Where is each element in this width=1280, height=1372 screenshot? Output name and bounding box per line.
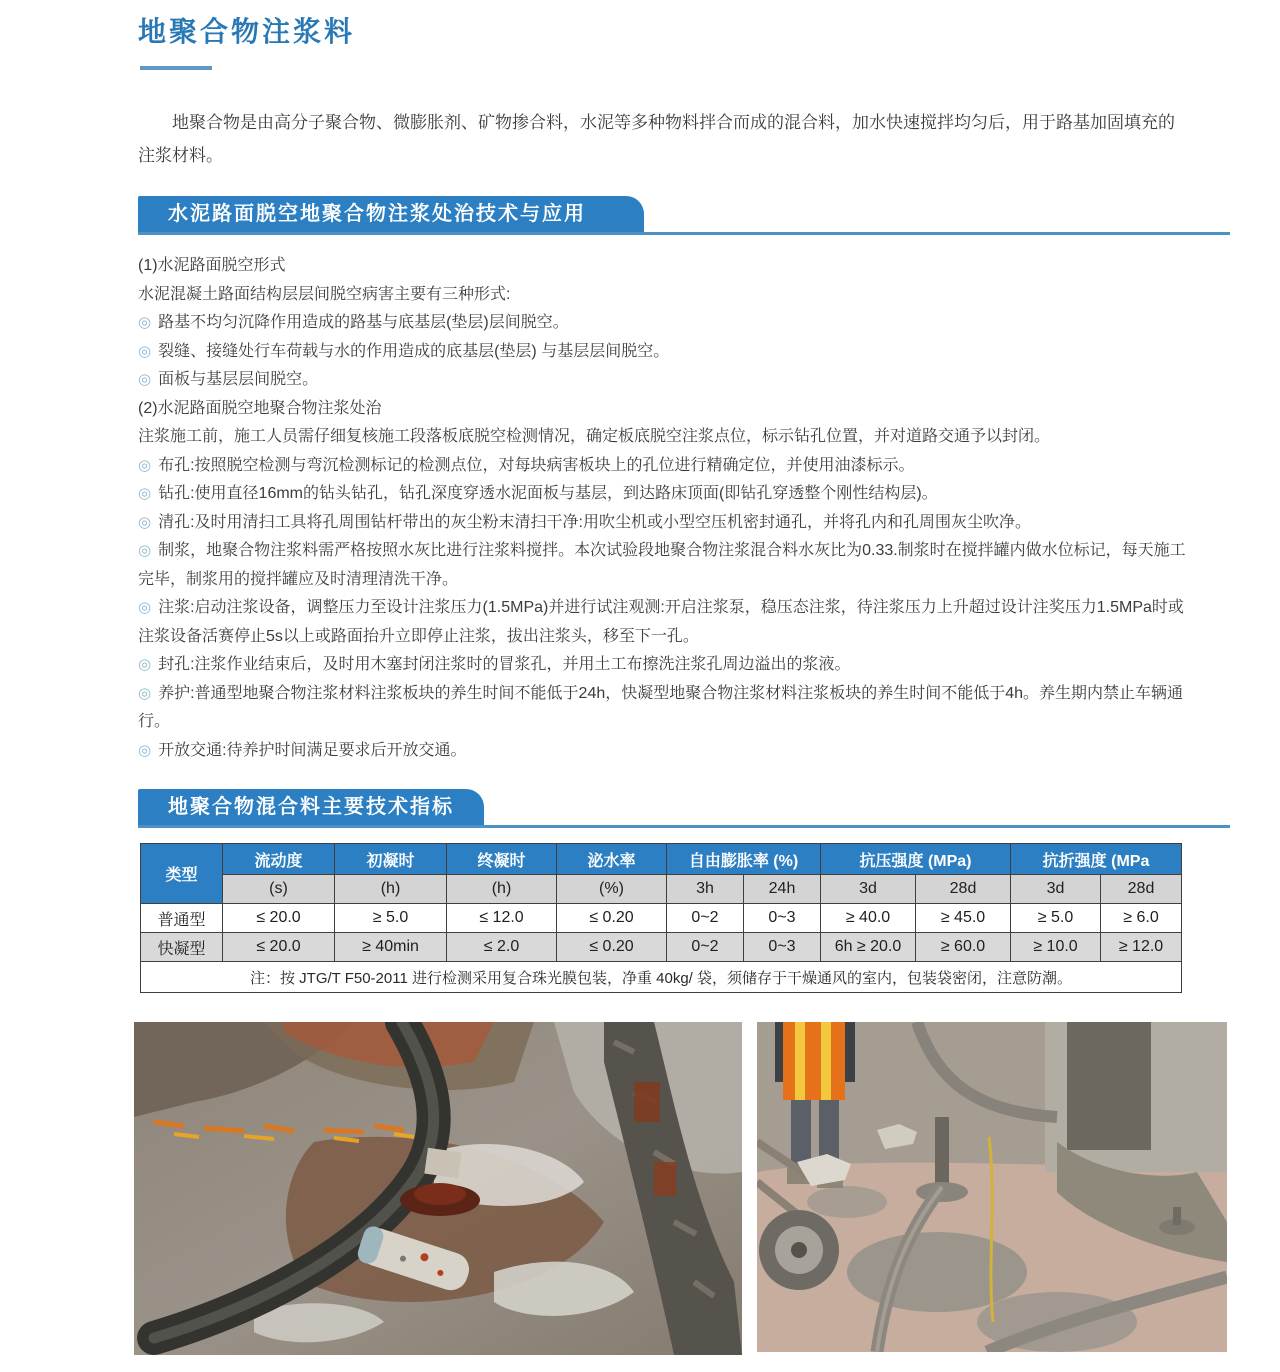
list-item-text: 注浆:启动注浆设备，调整压力至设计注浆压力(1.5MPa)并进行试注观测:开启注浆泵，稳压态注浆，待注浆压力上升超过设计注奖压力1.5MPa时或注浆设备活赛停止5s以上或路面抬升立即停止注浆，拔出注浆头，移至下一孔。: [138, 599, 1184, 645]
standing-injection-pipe: [935, 1117, 949, 1187]
col-subheader: (s): [223, 875, 335, 904]
worksite-photo-illustration: [757, 1022, 1227, 1352]
col-header-type: 类型: [141, 844, 223, 904]
cell: ≤ 0.20: [557, 904, 667, 933]
list-item-text: 封孔:注浆作业结束后，及时用木塞封闭注浆时的冒浆孔，并用土工布擦洗注浆孔周边溢出的浆液。: [158, 656, 851, 673]
cell: ≥ 12.0: [1101, 933, 1182, 962]
list-item-text: 清孔:及时用清扫工具将孔周围钻杆带出的灰尘粉末清扫干净:用吹尘机或小型空压机密封通孔，并将孔内和孔周围灰尘吹净。: [158, 513, 1031, 531]
double-circle-bullet-icon: ◎: [138, 513, 152, 531]
cell: ≥ 10.0: [1011, 933, 1101, 962]
spec-table: [140, 843, 1182, 993]
col-subheader: (h): [447, 875, 557, 904]
cell: ≥ 5.0: [335, 904, 447, 933]
table-row: [141, 904, 1182, 933]
paragraph: [138, 281, 1196, 310]
pavement-photo-illustration: [134, 1022, 742, 1355]
list-item: [138, 537, 1196, 594]
list-item-text: 路基不均匀沉降作用造成的路基与底基层(垫层)层间脱空。: [158, 314, 569, 331]
list-item: [138, 480, 1196, 509]
table-note: 注：按 JTG/T F50-2011 进行检测采用复合珠光膜包装，净重 40kg/ 袋，须储存于干燥通风的室内，包装袋密闭，注意防潮。: [141, 962, 1182, 993]
list-item: [138, 680, 1196, 737]
paragraph: [138, 395, 1196, 424]
double-circle-bullet-icon: ◎: [138, 599, 152, 616]
cell: ≥ 45.0: [916, 904, 1011, 933]
list-item: [138, 452, 1196, 481]
grouting-worksite-photo: [757, 1022, 1227, 1352]
list-item: [138, 651, 1196, 680]
list-item-text: 开放交通:待养护时间满足要求后开放交通。: [158, 741, 467, 759]
cell: ≥ 60.0: [916, 933, 1011, 962]
injection-fitting: [424, 1148, 461, 1178]
section1-body: [138, 252, 1196, 765]
cell: ≥ 5.0: [1011, 904, 1101, 933]
list-item: [138, 366, 1196, 395]
col-header: 泌水率: [557, 844, 667, 875]
cell: ≤ 2.0: [447, 933, 557, 962]
list-item: [138, 309, 1196, 338]
title-underline: [140, 66, 212, 70]
row-label: 快凝型: [141, 933, 223, 962]
double-circle-bullet-icon: ◎: [138, 371, 152, 388]
list-item: [138, 338, 1196, 367]
col-subheader: 28d: [916, 875, 1011, 904]
cell: ≥ 6.0: [1101, 904, 1182, 933]
cell: 0~3: [744, 904, 821, 933]
paragraph: [138, 423, 1196, 452]
table-note-row: [141, 962, 1182, 993]
col-subheader: 3h: [667, 875, 744, 904]
list-item-text: 钻孔:使用直径16mm的钻头钻孔，钻孔深度穿透水泥面板与基层，到达路床顶面(即钻孔穿透整个刚性结构层)。: [158, 485, 938, 502]
double-circle-bullet-icon: ◎: [138, 656, 152, 673]
section1-banner: 水泥路面脱空地聚合物注浆处治技术与应用: [138, 196, 644, 232]
col-subheader: 24h: [744, 875, 821, 904]
cell: 0~2: [667, 933, 744, 962]
cell: ≤ 0.20: [557, 933, 667, 962]
col-header-group: 抗折强度 (MPa: [1011, 844, 1182, 875]
double-circle-bullet-icon: ◎: [138, 456, 152, 474]
paragraph: [138, 252, 1196, 281]
cell: 6h ≥ 20.0: [821, 933, 916, 962]
list-item-text: 布孔:按照脱空检测与弯沉检测标记的检测点位，对每块病害板块上的孔位进行精确定位，并使用油漆标示。: [158, 456, 915, 474]
paragraph-text: (2)水泥路面脱空地聚合物注浆处治: [138, 399, 382, 417]
double-circle-bullet-icon: ◎: [138, 741, 152, 759]
double-circle-bullet-icon: ◎: [138, 684, 152, 702]
wheelbarrow-wheel: [759, 1210, 839, 1290]
col-header: 初凝时: [335, 844, 447, 875]
cell: ≥ 40.0: [821, 904, 916, 933]
col-subheader: 28d: [1101, 875, 1182, 904]
col-subheader: (h): [335, 875, 447, 904]
col-header-group: 抗压强度 (MPa): [821, 844, 1011, 875]
double-circle-bullet-icon: ◎: [138, 342, 152, 360]
cell: ≤ 12.0: [447, 904, 557, 933]
section1-banner-rule: [138, 196, 1230, 235]
paragraph-text: (1)水泥路面脱空形式: [138, 257, 286, 274]
cell: 0~3: [744, 933, 821, 962]
list-item: [138, 737, 1196, 766]
col-subheader: (%): [557, 875, 667, 904]
paragraph-text: 水泥混凝土路面结构层层间脱空病害主要有三种形式:: [138, 285, 511, 303]
list-item: [138, 594, 1196, 651]
list-item-text: 制浆，地聚合物注浆料需严格按照水灰比进行注浆料搅拌。本次试验段地聚合物注浆混合料水灰比为0.33.制浆时在搅拌罐内做水位标记，每天施工完毕，制浆用的搅拌罐应及时清理清洗干净。: [138, 542, 1186, 588]
col-header: 终凝时: [447, 844, 557, 875]
table-row: [141, 933, 1182, 962]
list-item-text: 养护:普通型地聚合物注浆材料注浆板块的养生时间不能低于24h，快凝型地聚合物注浆材料注浆板块的养生时间不能低于4h。养生期内禁止车辆通行。: [138, 684, 1184, 730]
row-label: 普通型: [141, 904, 223, 933]
cell: ≤ 20.0: [223, 904, 335, 933]
double-circle-bullet-icon: ◎: [138, 314, 152, 331]
list-item: [138, 509, 1196, 538]
grouting-hose-and-port-photo: [134, 1022, 742, 1355]
page-title: 地聚合物注浆料: [138, 16, 356, 47]
col-subheader: 3d: [1011, 875, 1101, 904]
list-item-text: 面板与基层层间脱空。: [158, 371, 319, 388]
list-item-text: 裂缝、接缝处行车荷载与水的作用造成的底基层(垫层) 与基层层间脱空。: [158, 342, 670, 360]
cell: 0~2: [667, 904, 744, 933]
paragraph-text: 注浆施工前，施工人员需仔细复核施工段落板底脱空检测情况，确定板底脱空注浆点位，标示钻孔位置，并对道路交通予以封闭。: [138, 428, 1051, 445]
section2-banner-rule: [138, 789, 1230, 828]
cell: ≤ 20.0: [223, 933, 335, 962]
intro-paragraph: 地聚合物是由高分子聚合物、微膨胀剂、矿物掺合料，水泥等多种物料拌合而成的混合料，加水快速搅拌均匀后，用于路基加固填充的注浆材料。: [138, 113, 1175, 165]
col-header-group: 自由膨胀率 (%): [667, 844, 821, 875]
double-circle-bullet-icon: ◎: [138, 485, 152, 502]
col-header: 流动度: [223, 844, 335, 875]
cell: ≥ 40min: [335, 933, 447, 962]
double-circle-bullet-icon: ◎: [138, 542, 152, 559]
col-subheader: 3d: [821, 875, 916, 904]
section2-banner: 地聚合物混合料主要技术指标: [138, 789, 484, 825]
